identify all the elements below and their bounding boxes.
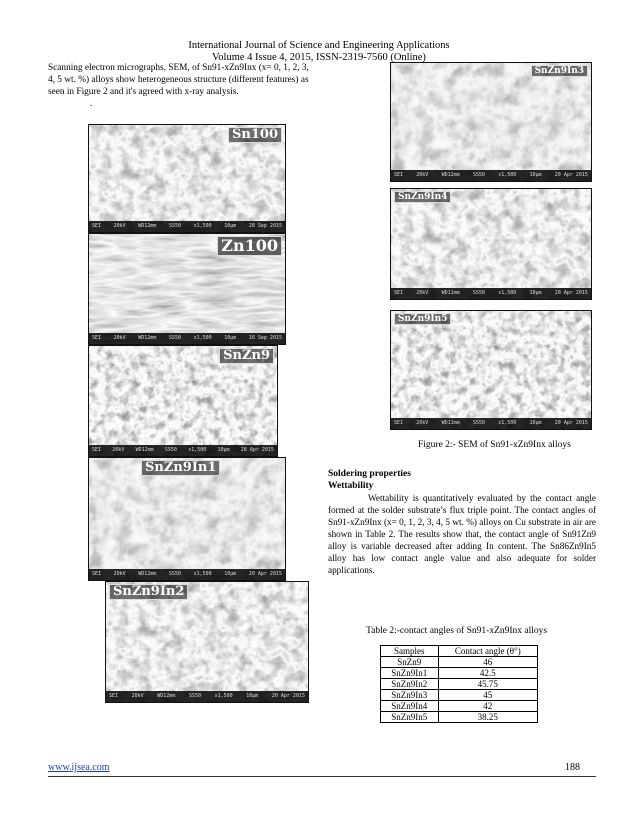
bar-date: 20 Apr 2015 (271, 693, 305, 699)
bar-mag: x1,500 (188, 447, 207, 453)
sem-label: Sn100 (228, 127, 282, 143)
table-caption: Table 2:-contact angles of Sn91-xZn9Inx alloys (366, 626, 548, 636)
sem-texture (391, 189, 591, 299)
cell-sample: SnZn9In3 (381, 690, 439, 701)
bar-mag: x1,500 (498, 420, 517, 426)
bar-voltage: 20kV (131, 693, 144, 699)
bar-detector: SEI (92, 223, 102, 229)
bar-voltage: 20kV (113, 571, 126, 577)
wettability-paragraph: Wettability is quantitatively evaluated by the contact angle formed at the solder substrate’s flux triple point. The contact angles of Sn91-xZn9Inx (x= 0, 1, 2, 3, 4, 5 wt. %) alloys on Cu substrate in air are shown in Table 2. The results show that, the contact angle of Sn91Zn9 alloy is variable decreased after adding In content. The Sn86Zn9In5 alloy has low contact angle value and also adequate for solder applications. (328, 493, 596, 575)
sem-label: SnZn9In5 (394, 313, 451, 325)
journal-title: International Journal of Science and Engineering Applications (188, 40, 450, 51)
sem-info-bar (391, 418, 591, 429)
bar-ss: SS50 (164, 447, 177, 453)
bar-detector: SEI (394, 172, 404, 178)
cell-sample: SnZn9In1 (381, 668, 439, 679)
bar-scale: 10µm (529, 420, 542, 426)
sem-micrograph-snzn9in5 (390, 310, 592, 430)
sem-label: Zn100 (217, 236, 282, 256)
bar-scale: 10µm (224, 571, 237, 577)
cell-angle: 46 (438, 657, 537, 668)
sem-micrograph-zn100 (88, 233, 286, 345)
bar-date: 20 Apr 2015 (554, 290, 588, 296)
sem-info-bar (391, 170, 591, 181)
bar-ss: SS50 (168, 571, 181, 577)
cell-angle: 45.75 (438, 679, 537, 690)
table-row (381, 668, 538, 679)
bar-voltage: 20kV (112, 447, 125, 453)
sem-label: SnZn9 (219, 348, 274, 364)
journal-issue: Volume 4 Issue 4, 2015, ISSN-2319-7560 (Online) (212, 52, 426, 63)
sem-micrograph-snzn9in2 (105, 581, 309, 703)
sem-info-bar (89, 333, 285, 344)
bar-voltage: 20kV (113, 335, 126, 341)
page-number: 188 (565, 762, 580, 773)
bar-ss: SS50 (168, 223, 181, 229)
sem-texture (391, 311, 591, 429)
bar-ss: SS50 (472, 172, 485, 178)
bar-date: 20 Apr 2015 (554, 172, 588, 178)
bar-wd: WD12mm (138, 571, 157, 577)
bar-ss: SS50 (472, 290, 485, 296)
bar-scale: 10µm (224, 335, 237, 341)
sem-micrograph-snzn9in3 (390, 62, 592, 182)
section-subtitle: Wettability (328, 481, 374, 491)
bar-mag: x1,500 (214, 693, 233, 699)
bar-detector: SEI (92, 335, 102, 341)
cell-sample: SnZn9In5 (381, 712, 439, 723)
bar-detector: SEI (109, 693, 119, 699)
bar-scale: 10µm (529, 290, 542, 296)
contact-angle-table (380, 645, 538, 723)
sem-texture (89, 458, 285, 580)
sem-label: SnZn9In2 (109, 584, 188, 600)
sem-texture (106, 582, 308, 702)
bar-ss: SS50 (168, 335, 181, 341)
bar-date: 20 Apr 2015 (248, 571, 282, 577)
sem-info-bar (106, 691, 308, 702)
sem-micrograph-sn100 (88, 124, 286, 233)
bar-date: 20 Apr 2015 (554, 420, 588, 426)
sem-micrograph-snzn9in1 (88, 457, 286, 581)
bar-ss: SS50 (188, 693, 201, 699)
bar-date: 16 Sep 2015 (248, 335, 282, 341)
cell-angle: 42 (438, 701, 537, 712)
cell-sample: SnZn9In4 (381, 701, 439, 712)
table-header-row (381, 646, 538, 657)
bar-detector: SEI (92, 571, 102, 577)
cell-angle: 45 (438, 690, 537, 701)
bar-wd: WD12mm (441, 172, 460, 178)
table-row (381, 712, 538, 723)
cell-angle: 42.5 (438, 668, 537, 679)
sem-micrograph-snzn9in4 (390, 188, 592, 300)
bar-voltage: 20kV (416, 290, 429, 296)
bar-voltage: 20kV (113, 223, 126, 229)
cell-angle: 38.25 (438, 712, 537, 723)
bar-scale: 10µm (529, 172, 542, 178)
section-title: Soldering properties (328, 469, 411, 479)
stray-dot: . (90, 98, 93, 108)
header-contact-angle: Contact angle (θ°) (438, 646, 537, 657)
bar-detector: SEI (394, 420, 404, 426)
sem-label: SnZn9In4 (394, 191, 451, 203)
bar-voltage: 20kV (416, 420, 429, 426)
bar-wd: WD11mm (441, 420, 460, 426)
sem-texture (391, 63, 591, 181)
table-row (381, 701, 538, 712)
bar-voltage: 20kV (416, 172, 429, 178)
journal-website-link[interactable]: www.ijsea.com (48, 762, 110, 773)
bar-mag: x1,500 (193, 335, 212, 341)
bar-mag: x1,500 (498, 172, 517, 178)
sem-info-bar (89, 445, 277, 456)
bar-wd: WD12mm (157, 693, 176, 699)
footer-divider (48, 776, 596, 777)
intro-paragraph: Scanning electron micrographs, SEM, of Sn91-xZn9Inx (x= 0, 1, 2, 3, 4, 5 wt. %) alloys show heterogeneous structure (different features) as seen in Figure 2 and it's agreed with x-ray analysis. (48, 63, 309, 97)
sem-micrograph-snzn9 (88, 345, 278, 457)
bar-wd: WD11mm (441, 290, 460, 296)
cell-sample: SnZn9In2 (381, 679, 439, 690)
bar-wd: WD12mm (138, 223, 157, 229)
bar-wd: WD12mm (138, 335, 157, 341)
bar-date: 28 Apr 2015 (240, 447, 274, 453)
sem-info-bar (391, 288, 591, 299)
bar-mag: x1,500 (193, 223, 212, 229)
bar-ss: SS50 (472, 420, 485, 426)
bar-date: 28 Sep 2015 (248, 223, 282, 229)
bar-wd: WD12mm (135, 447, 154, 453)
bar-scale: 10µm (224, 223, 237, 229)
bar-mag: x1,500 (498, 290, 517, 296)
bar-scale: 10µm (246, 693, 259, 699)
bar-mag: x1,500 (193, 571, 212, 577)
table-row (381, 690, 538, 701)
table-row (381, 657, 538, 668)
table-row (381, 679, 538, 690)
bar-detector: SEI (394, 290, 404, 296)
bar-detector: SEI (92, 447, 102, 453)
cell-sample: SnZn9 (381, 657, 439, 668)
sem-label: SnZn9In1 (141, 460, 220, 476)
sem-info-bar (89, 221, 285, 232)
sem-label: SnZn9In3 (531, 65, 588, 77)
bar-scale: 10µm (217, 447, 230, 453)
figure-caption: Figure 2:- SEM of Sn91-xZn9Inx alloys (418, 440, 571, 450)
sem-info-bar (89, 569, 285, 580)
header-samples: Samples (381, 646, 439, 657)
